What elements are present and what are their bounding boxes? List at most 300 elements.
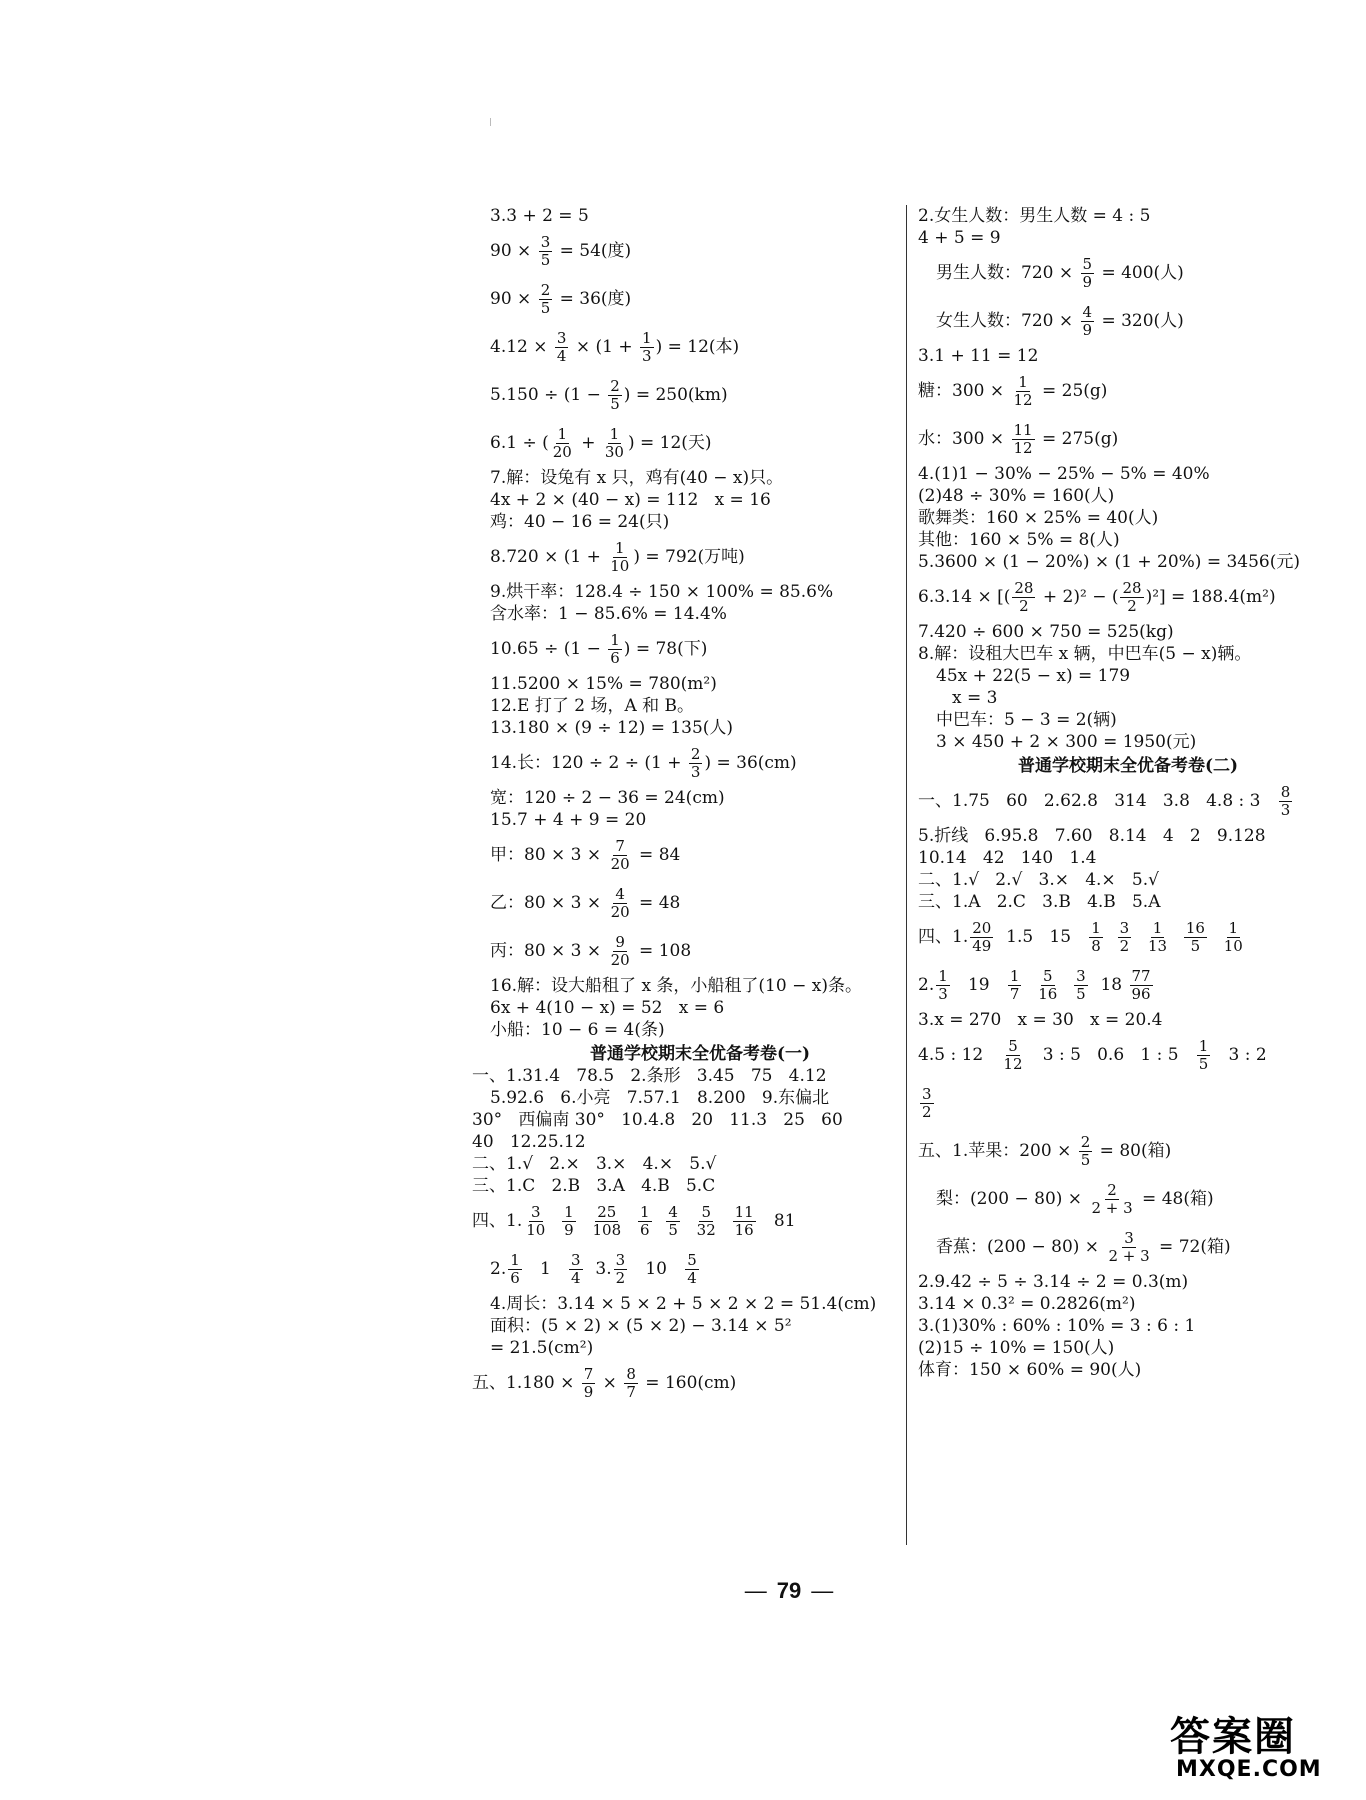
answer-line <box>918 777 1338 825</box>
expr-text: ) = 36(cm) <box>704 753 797 773</box>
answer-line <box>918 1359 1338 1381</box>
expr-text: = 25(g) <box>1036 381 1108 401</box>
expr-text: 10 <box>629 1259 684 1279</box>
answer-line <box>918 1031 1338 1079</box>
denominator: 12 <box>1013 390 1033 409</box>
expr-text: 3 : 5 0.6 1 : 5 <box>1026 1045 1195 1065</box>
numerator: 1 <box>557 424 568 443</box>
denominator: 3 <box>642 346 652 365</box>
expr-text: 6.1 ÷ ( <box>490 433 549 453</box>
denominator: 32 <box>696 1220 716 1239</box>
answer-line <box>472 1065 910 1087</box>
fraction <box>603 426 626 461</box>
denominator: 2 <box>1127 596 1137 615</box>
expr-text: = 80(箱) <box>1094 1141 1172 1161</box>
denominator: 9 <box>564 1220 574 1239</box>
denominator: 12 <box>1013 438 1033 457</box>
expr-text: 19 <box>951 975 1006 995</box>
fraction <box>608 540 631 575</box>
watermark-text: 答案圈 <box>1170 1714 1296 1760</box>
numerator: 7 <box>615 836 625 855</box>
line-text: 3.3 + 2 = 5 <box>490 206 589 226</box>
denominator: 10 <box>526 1220 546 1239</box>
expr-text: 2. <box>490 1259 507 1279</box>
expr-text: 14.长：120 ÷ 2 ÷ (1 + <box>490 753 687 773</box>
answer-line <box>472 1197 910 1245</box>
answer-line <box>918 1337 1338 1359</box>
answer-line <box>918 665 1338 687</box>
fraction <box>695 1204 718 1239</box>
answer-line <box>918 367 1338 415</box>
fraction <box>609 934 632 969</box>
numerator: 4 <box>1082 302 1093 321</box>
expr-text: = 48 <box>633 893 681 913</box>
answer-line <box>918 249 1338 297</box>
fraction <box>608 378 622 413</box>
fraction <box>1012 580 1035 615</box>
denominator: 5 <box>540 298 551 317</box>
expr-text <box>1105 926 1116 948</box>
answer-line <box>490 1019 910 1041</box>
expr-text: 18 <box>1089 975 1128 995</box>
line-text: 含水率：1 − 85.6% = 14.4% <box>490 604 727 624</box>
numerator: 5 <box>701 1202 711 1221</box>
denominator: 4 <box>687 1268 697 1287</box>
fraction <box>551 426 574 461</box>
numerator: 1 <box>938 966 948 985</box>
numerator: 3 <box>540 232 551 251</box>
line-text: 3.(1)30% : 60% : 10% = 3 : 6 : 1 <box>918 1316 1196 1336</box>
line-text: 三、1.C 2.B 3.A 4.B 5.C <box>472 1176 716 1196</box>
answer-line <box>918 847 1338 869</box>
section-title <box>490 1043 910 1065</box>
line-text: 宽：120 ÷ 2 − 36 = 24(cm) <box>490 788 725 808</box>
fraction <box>666 1204 680 1239</box>
numerator: 7 <box>583 1364 594 1383</box>
expr-text: ) = 78(下) <box>623 639 708 659</box>
fraction <box>640 330 654 365</box>
fraction <box>614 1252 628 1287</box>
answer-line <box>490 673 910 695</box>
answer-line <box>490 371 910 419</box>
numerator: 8 <box>626 1364 636 1383</box>
expr-text: 1.5 15 <box>995 927 1088 947</box>
answer-line <box>918 643 1338 665</box>
line-text: 二、1.√ 2.√ 3.× 4.× 5.√ <box>918 870 1159 890</box>
line-text: 4 + 5 = 9 <box>918 228 1001 248</box>
expr-text <box>720 1210 731 1232</box>
expr-text: 一、1.75 60 2.62.8 314 3.8 4.8 : 3 <box>918 791 1277 811</box>
line-text: 3.1 + 11 = 12 <box>918 346 1039 366</box>
expr-text: = 400(人) <box>1096 263 1184 283</box>
answer-line <box>918 709 1338 731</box>
answer-line <box>490 533 910 581</box>
answer-line <box>490 1315 910 1337</box>
line-text: 9.烘干率：128.4 ÷ 150 × 100% = 85.6% <box>490 582 834 602</box>
denominator: 16 <box>734 1220 754 1239</box>
fraction <box>609 886 632 921</box>
line-text: 5.92.6 6.小亮 7.57.1 8.200 9.东偏北 <box>490 1088 830 1108</box>
page-number: — 79 — <box>744 1578 834 1603</box>
expr-text: 10.65 ÷ (1 − <box>490 639 607 659</box>
expr-text: = 36(度) <box>554 289 632 309</box>
line-text: 3 × 450 + 2 × 300 = 1950(元) <box>936 732 1197 752</box>
denominator: 49 <box>972 936 992 955</box>
answer-line <box>472 1153 910 1175</box>
line-text: 歌舞类：160 × 25% = 40(人) <box>918 508 1159 528</box>
line-text: 5.折线 6.95.8 7.60 8.14 4 2 9.128 <box>918 826 1266 846</box>
line-text: 7.解：设兔有 x 只，鸡有(40 − x)只。 <box>490 468 784 488</box>
fraction <box>1089 920 1103 955</box>
line-text: 3.x = 270 x = 30 x = 20.4 <box>918 1010 1163 1030</box>
answer-line <box>490 1245 910 1293</box>
numerator: 20 <box>972 918 992 937</box>
expr-text: 男生人数：720 × <box>936 263 1079 283</box>
expr-text: = 72(箱) <box>1153 1237 1231 1257</box>
denominator: 7 <box>1009 984 1020 1003</box>
numerator: 16 <box>1185 918 1205 937</box>
numerator: 2 <box>690 744 701 763</box>
numerator: 5 <box>687 1250 697 1269</box>
denominator: 30 <box>604 442 624 461</box>
denominator: 96 <box>1131 984 1151 1003</box>
answer-line <box>918 1315 1338 1337</box>
line-text: 40 12.25.12 <box>472 1132 586 1152</box>
denominator: 6 <box>610 648 620 667</box>
answer-line <box>918 825 1338 847</box>
line-text: (2)15 ÷ 10% = 150(人) <box>918 1338 1115 1358</box>
numerator: 5 <box>1008 1036 1018 1055</box>
fraction <box>638 1204 652 1239</box>
numerator: 2 <box>540 280 551 299</box>
fraction <box>733 1204 756 1239</box>
numerator: 1 <box>609 424 620 443</box>
denominator: 7 <box>626 1382 636 1401</box>
fraction <box>1106 1230 1151 1265</box>
expr-text: 水：300 × <box>918 429 1010 449</box>
answer-line <box>918 913 1338 961</box>
denominator: 3 <box>690 762 701 781</box>
fraction <box>1012 374 1035 409</box>
denominator: 2 <box>615 1268 626 1287</box>
line-text: 4.(1)1 − 30% − 25% − 5% = 40% <box>918 464 1210 484</box>
answer-line <box>918 205 1338 227</box>
expr-text: 90 × <box>490 241 537 261</box>
scan-mark <box>490 118 491 126</box>
line-text: 2.女生人数：男生人数 = 4 : 5 <box>918 206 1151 226</box>
right-column <box>918 205 1338 1381</box>
numerator: 25 <box>597 1202 617 1221</box>
denominator: 2 + 3 <box>1091 1198 1133 1217</box>
line-text: = 21.5(cm²) <box>490 1338 594 1358</box>
numerator: 2 <box>1080 1132 1091 1151</box>
line-text: 13.180 × (9 ÷ 12) = 135(人) <box>490 718 734 738</box>
expr-text: 6.3.14 × [( <box>918 587 1011 607</box>
answer-line <box>918 1293 1338 1315</box>
answer-line <box>918 1009 1338 1031</box>
numerator: 1 <box>615 538 625 557</box>
expr-text: 女生人数：720 × <box>936 311 1079 331</box>
denominator: 5 <box>540 250 551 269</box>
denominator: 108 <box>592 1220 622 1239</box>
answer-line <box>918 485 1338 507</box>
numerator: 3 <box>531 1202 541 1221</box>
line-text: 45x + 22(5 − x) = 179 <box>936 666 1131 686</box>
denominator: 5 <box>1076 984 1086 1003</box>
expr-text <box>1209 926 1220 948</box>
denominator: 20 <box>610 950 630 969</box>
numerator: 5 <box>1082 254 1093 273</box>
line-text: 二、1.√ 2.× 3.× 4.× 5.√ <box>472 1154 717 1174</box>
denominator: 5 <box>1190 936 1201 955</box>
expr-text: 四、1. <box>918 927 969 947</box>
numerator: 1 <box>1228 918 1239 937</box>
line-text: x = 3 <box>952 688 998 708</box>
line-text: 三、1.A 2.C 3.B 4.B 5.A <box>918 892 1161 912</box>
fraction <box>555 330 569 365</box>
line-text: 3.14 × 0.3² = 0.2826(m²) <box>918 1294 1136 1314</box>
answer-line <box>918 869 1338 891</box>
line-text: 11.5200 × 15% = 780(m²) <box>490 674 717 694</box>
expr-text: = 48(箱) <box>1136 1189 1214 1209</box>
answer-line <box>918 551 1338 573</box>
expr-text: × <box>597 1373 623 1393</box>
numerator: 1 <box>564 1202 574 1221</box>
expr-text: ) = 12(本) <box>655 337 740 357</box>
numerator: 28 <box>1014 578 1034 597</box>
expr-text: 丙：80 × 3 × <box>490 941 607 961</box>
answer-line <box>490 787 910 809</box>
expr-text <box>1171 926 1182 948</box>
expr-text: + 2)² − ( <box>1037 587 1119 607</box>
expr-text: 81 <box>757 1211 796 1231</box>
denominator: 2 <box>1119 936 1130 955</box>
fraction <box>539 234 553 269</box>
numerator: 8 <box>1280 782 1291 801</box>
numerator: 3 <box>615 1250 626 1269</box>
answer-line <box>918 891 1338 913</box>
line-text: 15.7 + 4 + 9 = 20 <box>490 810 647 830</box>
answer-line <box>918 1175 1338 1223</box>
answer-line <box>472 1359 910 1407</box>
line-text: 4.周长：3.14 × 5 × 2 + 5 × 2 × 2 = 51.4(cm) <box>490 1294 877 1314</box>
denominator: 12 <box>1003 1054 1023 1073</box>
expr-text <box>578 1210 589 1232</box>
expr-text <box>625 1210 636 1232</box>
denominator: 10 <box>610 556 630 575</box>
numerator: 1 <box>1198 1036 1209 1055</box>
expr-text: 梨：(200 − 80) × <box>936 1189 1088 1209</box>
line-text: 面积：(5 × 2) × (5 × 2) − 3.14 × 5² <box>490 1316 792 1336</box>
expr-text: = 108 <box>633 941 692 961</box>
denominator: 5 <box>668 1220 678 1239</box>
line-text: 12.E 打了 2 场，A 和 B。 <box>490 696 695 716</box>
expr-text: 4.12 × <box>490 337 553 357</box>
answer-line <box>490 975 910 997</box>
denominator: 20 <box>552 442 572 461</box>
line-text: 30° 西偏南 30° 10.4.8 20 11.3 25 60 <box>472 1110 843 1130</box>
line-text: (2)48 ÷ 30% = 160(人) <box>918 486 1115 506</box>
denominator: 10 <box>1223 936 1243 955</box>
denominator: 2 <box>922 1102 932 1121</box>
line-text: 6x + 4(10 − x) = 52 x = 6 <box>490 998 725 1018</box>
answer-line <box>472 1175 910 1197</box>
answer-line <box>490 603 910 625</box>
fraction <box>970 920 993 955</box>
answer-line <box>490 467 910 489</box>
fraction <box>920 1086 934 1121</box>
expr-text: = 320(人) <box>1096 311 1184 331</box>
numerator: 77 <box>1131 966 1151 985</box>
numerator: 1 <box>1009 966 1020 985</box>
denominator: 6 <box>639 1220 650 1239</box>
denominator: 5 <box>610 394 620 413</box>
answer-line <box>490 625 910 673</box>
numerator: 11 <box>734 1202 754 1221</box>
fraction <box>1118 920 1132 955</box>
numerator: 1 <box>1152 918 1163 937</box>
line-text: 10.14 42 140 1.4 <box>918 848 1097 868</box>
fraction <box>1074 968 1088 1003</box>
numerator: 3 <box>1119 918 1130 937</box>
fraction <box>1197 1038 1211 1073</box>
fraction <box>562 1204 576 1239</box>
answer-line <box>918 227 1338 249</box>
answer-line <box>490 581 910 603</box>
denominator: 6 <box>510 1268 520 1287</box>
numerator: 1 <box>610 630 620 649</box>
expr-text: 香蕉：(200 − 80) × <box>936 1237 1105 1257</box>
line-text: 小船：10 − 6 = 4(条) <box>490 1020 665 1040</box>
expr-text: + <box>575 433 601 453</box>
expr-text: ) = 792(万吨) <box>633 547 745 567</box>
answer-line <box>918 345 1338 367</box>
denominator: 2 <box>1019 596 1029 615</box>
denominator: 8 <box>1091 936 1101 955</box>
answer-line <box>918 297 1338 345</box>
answer-line <box>918 463 1338 485</box>
line-text: 一、1.31.4 78.5 2.条形 3.45 75 4.12 <box>472 1066 827 1086</box>
numerator: 3 <box>1076 966 1086 985</box>
fraction <box>685 1252 699 1287</box>
fraction <box>1001 1038 1024 1073</box>
fraction <box>1081 304 1095 339</box>
denominator: 16 <box>1038 984 1058 1003</box>
expr-text: 90 × <box>490 289 537 309</box>
numerator: 2 <box>1107 1180 1117 1199</box>
expr-text: ) = 250(km) <box>623 385 728 405</box>
fraction <box>1222 920 1245 955</box>
left-column <box>472 205 910 1407</box>
fraction <box>524 1204 547 1239</box>
answer-line <box>490 831 910 879</box>
fraction <box>1279 784 1293 819</box>
denominator: 5 <box>1080 1150 1091 1169</box>
denominator: 20 <box>610 854 630 873</box>
answer-line <box>472 1109 910 1131</box>
answer-line <box>472 1131 910 1153</box>
fraction <box>1081 256 1095 291</box>
fraction <box>1184 920 1207 955</box>
answer-line <box>918 573 1338 621</box>
answer-line <box>490 927 910 975</box>
answer-line <box>918 687 1338 709</box>
numerator: 1 <box>1091 918 1101 937</box>
fraction <box>1036 968 1059 1003</box>
numerator: 4 <box>615 884 625 903</box>
denominator: 5 <box>1198 1054 1209 1073</box>
fraction <box>608 632 622 667</box>
denominator: 3 <box>938 984 948 1003</box>
answer-line <box>918 507 1338 529</box>
fraction <box>1146 920 1169 955</box>
section-title <box>918 755 1338 777</box>
expr-text: = 54(度) <box>554 241 632 261</box>
numerator: 3 <box>571 1250 581 1269</box>
line-text: 16.解：设大船租了 x 条，小船租了(10 − x)条。 <box>490 976 862 996</box>
fraction <box>1012 422 1035 457</box>
answer-line <box>490 1087 910 1109</box>
expr-text: 3. <box>584 1259 612 1279</box>
answer-line <box>918 529 1338 551</box>
expr-text: × (1 + <box>570 337 639 357</box>
column-divider <box>906 205 907 1545</box>
answer-line <box>918 1223 1338 1271</box>
answer-line <box>918 731 1338 753</box>
expr-text: 四、1. <box>472 1211 523 1231</box>
expr-text <box>1133 926 1144 948</box>
fraction <box>508 1252 522 1287</box>
numerator: 3 <box>1124 1228 1134 1247</box>
answer-line <box>490 419 910 467</box>
watermark-url: MXQE.COM <box>1176 1757 1322 1782</box>
numerator: 5 <box>1042 966 1053 985</box>
expr-text: ) = 12(天) <box>627 433 712 453</box>
expr-text: 乙：80 × 3 × <box>490 893 607 913</box>
fraction <box>624 1366 638 1401</box>
fraction <box>582 1366 596 1401</box>
page-number-value: 79 <box>776 1578 802 1603</box>
line-text: 4x + 2 × (40 − x) = 112 x = 16 <box>490 490 771 510</box>
answer-line <box>490 275 910 323</box>
answer-line <box>490 695 910 717</box>
denominator: 4 <box>571 1268 581 1287</box>
line-text: 普通学校期末全优备考卷(二) <box>1017 756 1239 776</box>
answer-line <box>490 511 910 533</box>
answer-line <box>490 809 910 831</box>
denominator: 9 <box>1082 320 1093 339</box>
answer-line <box>918 961 1338 1009</box>
answer-line <box>490 323 910 371</box>
denominator: 3 <box>1280 800 1291 819</box>
answer-line <box>490 997 910 1019</box>
answer-line <box>918 415 1338 463</box>
line-text: 8.解：设租大巴车 x 辆，中巴车(5 − x)辆。 <box>918 644 1252 664</box>
numerator: 3 <box>922 1084 932 1103</box>
expr-text: 五、1.苹果：200 × <box>918 1141 1077 1161</box>
numerator: 1 <box>639 1202 650 1221</box>
numerator: 11 <box>1013 420 1033 439</box>
answer-line <box>490 717 910 739</box>
answer-line <box>490 489 910 511</box>
expr-text: 1 <box>523 1259 568 1279</box>
expr-text: = 84 <box>633 845 681 865</box>
expr-text: = 275(g) <box>1036 429 1119 449</box>
denominator: 4 <box>556 346 567 365</box>
answer-line <box>490 1293 910 1315</box>
numerator: 1 <box>510 1250 520 1269</box>
line-text: 其他：160 × 5% = 8(人) <box>918 530 1120 550</box>
